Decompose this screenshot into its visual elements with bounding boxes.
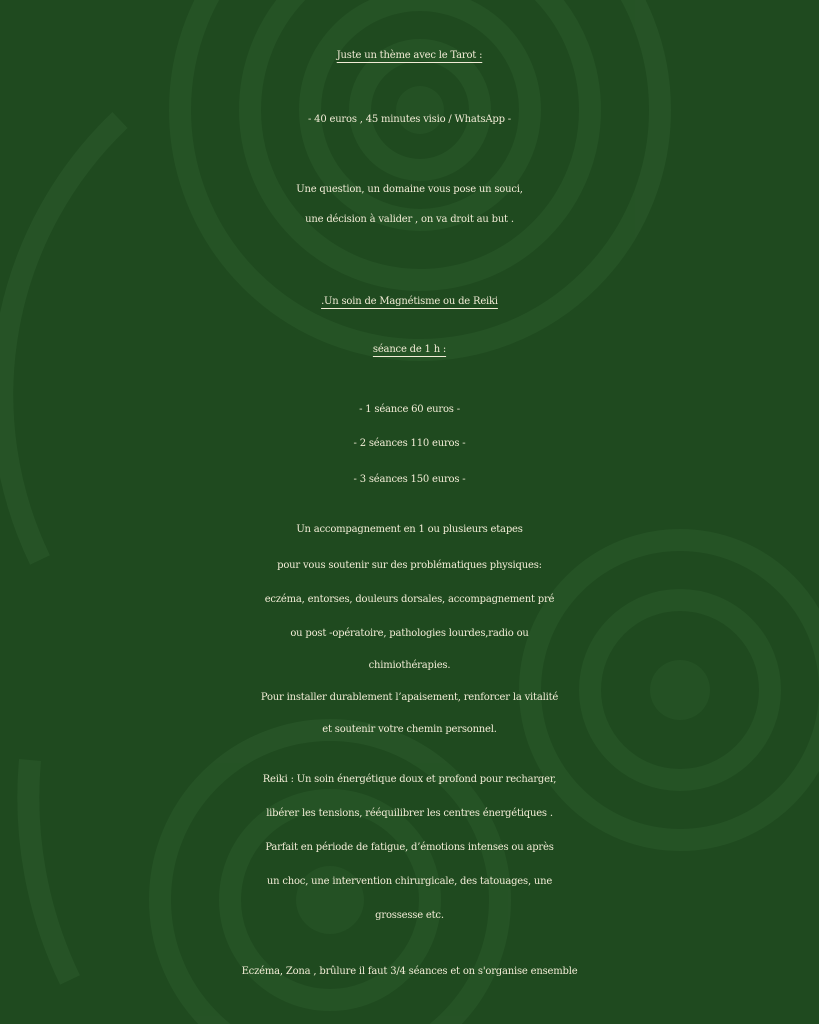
soin-description-line: eczéma, entorses, douleurs dorsales, accompagnement pré (264, 594, 555, 605)
soin-description-line: chimiothérapies. (368, 660, 451, 671)
soin-description-line: et soutenir votre chemin personnel. (322, 724, 497, 735)
soin-subtitle: séance de 1 h : (372, 344, 447, 355)
soin-price-item: - 3 séances 150 euros - (353, 474, 466, 485)
tarot-description-line: une décision à valider , on va droit au but . (305, 214, 514, 225)
soin-price-item: - 1 séance 60 euros - (359, 404, 460, 415)
soin-description-line: ou post -opératoire, pathologies lourdes,radio ou (290, 628, 529, 639)
reiki-description-line: grossesse etc. (375, 910, 444, 921)
tarot-price-line: - 40 euros , 45 minutes visio / WhatsApp - (308, 114, 511, 125)
reiki-description-line: libérer les tensions, rééquilibrer les centres énergétiques . (266, 808, 553, 819)
soin-title: .Un soin de Magnétisme ou de Reiki (321, 296, 498, 307)
footer-note: Eczéma, Zona , brûlure il faut 3/4 séances et on s'organise ensemble (241, 966, 578, 977)
soin-price-item: - 2 séances 110 euros - (353, 438, 466, 449)
reiki-description-line: Parfait en période de fatigue, d’émotions intenses ou après (265, 842, 554, 853)
reiki-description-line: un choc, une intervention chirurgicale, des tatouages, une (266, 876, 553, 887)
soin-description-line: pour vous soutenir sur des problématiques physiques: (277, 560, 542, 571)
soin-description-line: Pour installer durablement l’apaisement, renforcer la vitalité (260, 692, 559, 703)
reiki-description-line: Reiki : Un soin énergétique doux et profond pour recharger, (262, 774, 557, 785)
tarot-description-line: Une question, un domaine vous pose un souci, (296, 184, 523, 195)
tarot-title: Juste un thème avec le Tarot : (336, 50, 483, 61)
soin-description-line: Un accompagnement en 1 ou plusieurs etapes (296, 524, 523, 535)
